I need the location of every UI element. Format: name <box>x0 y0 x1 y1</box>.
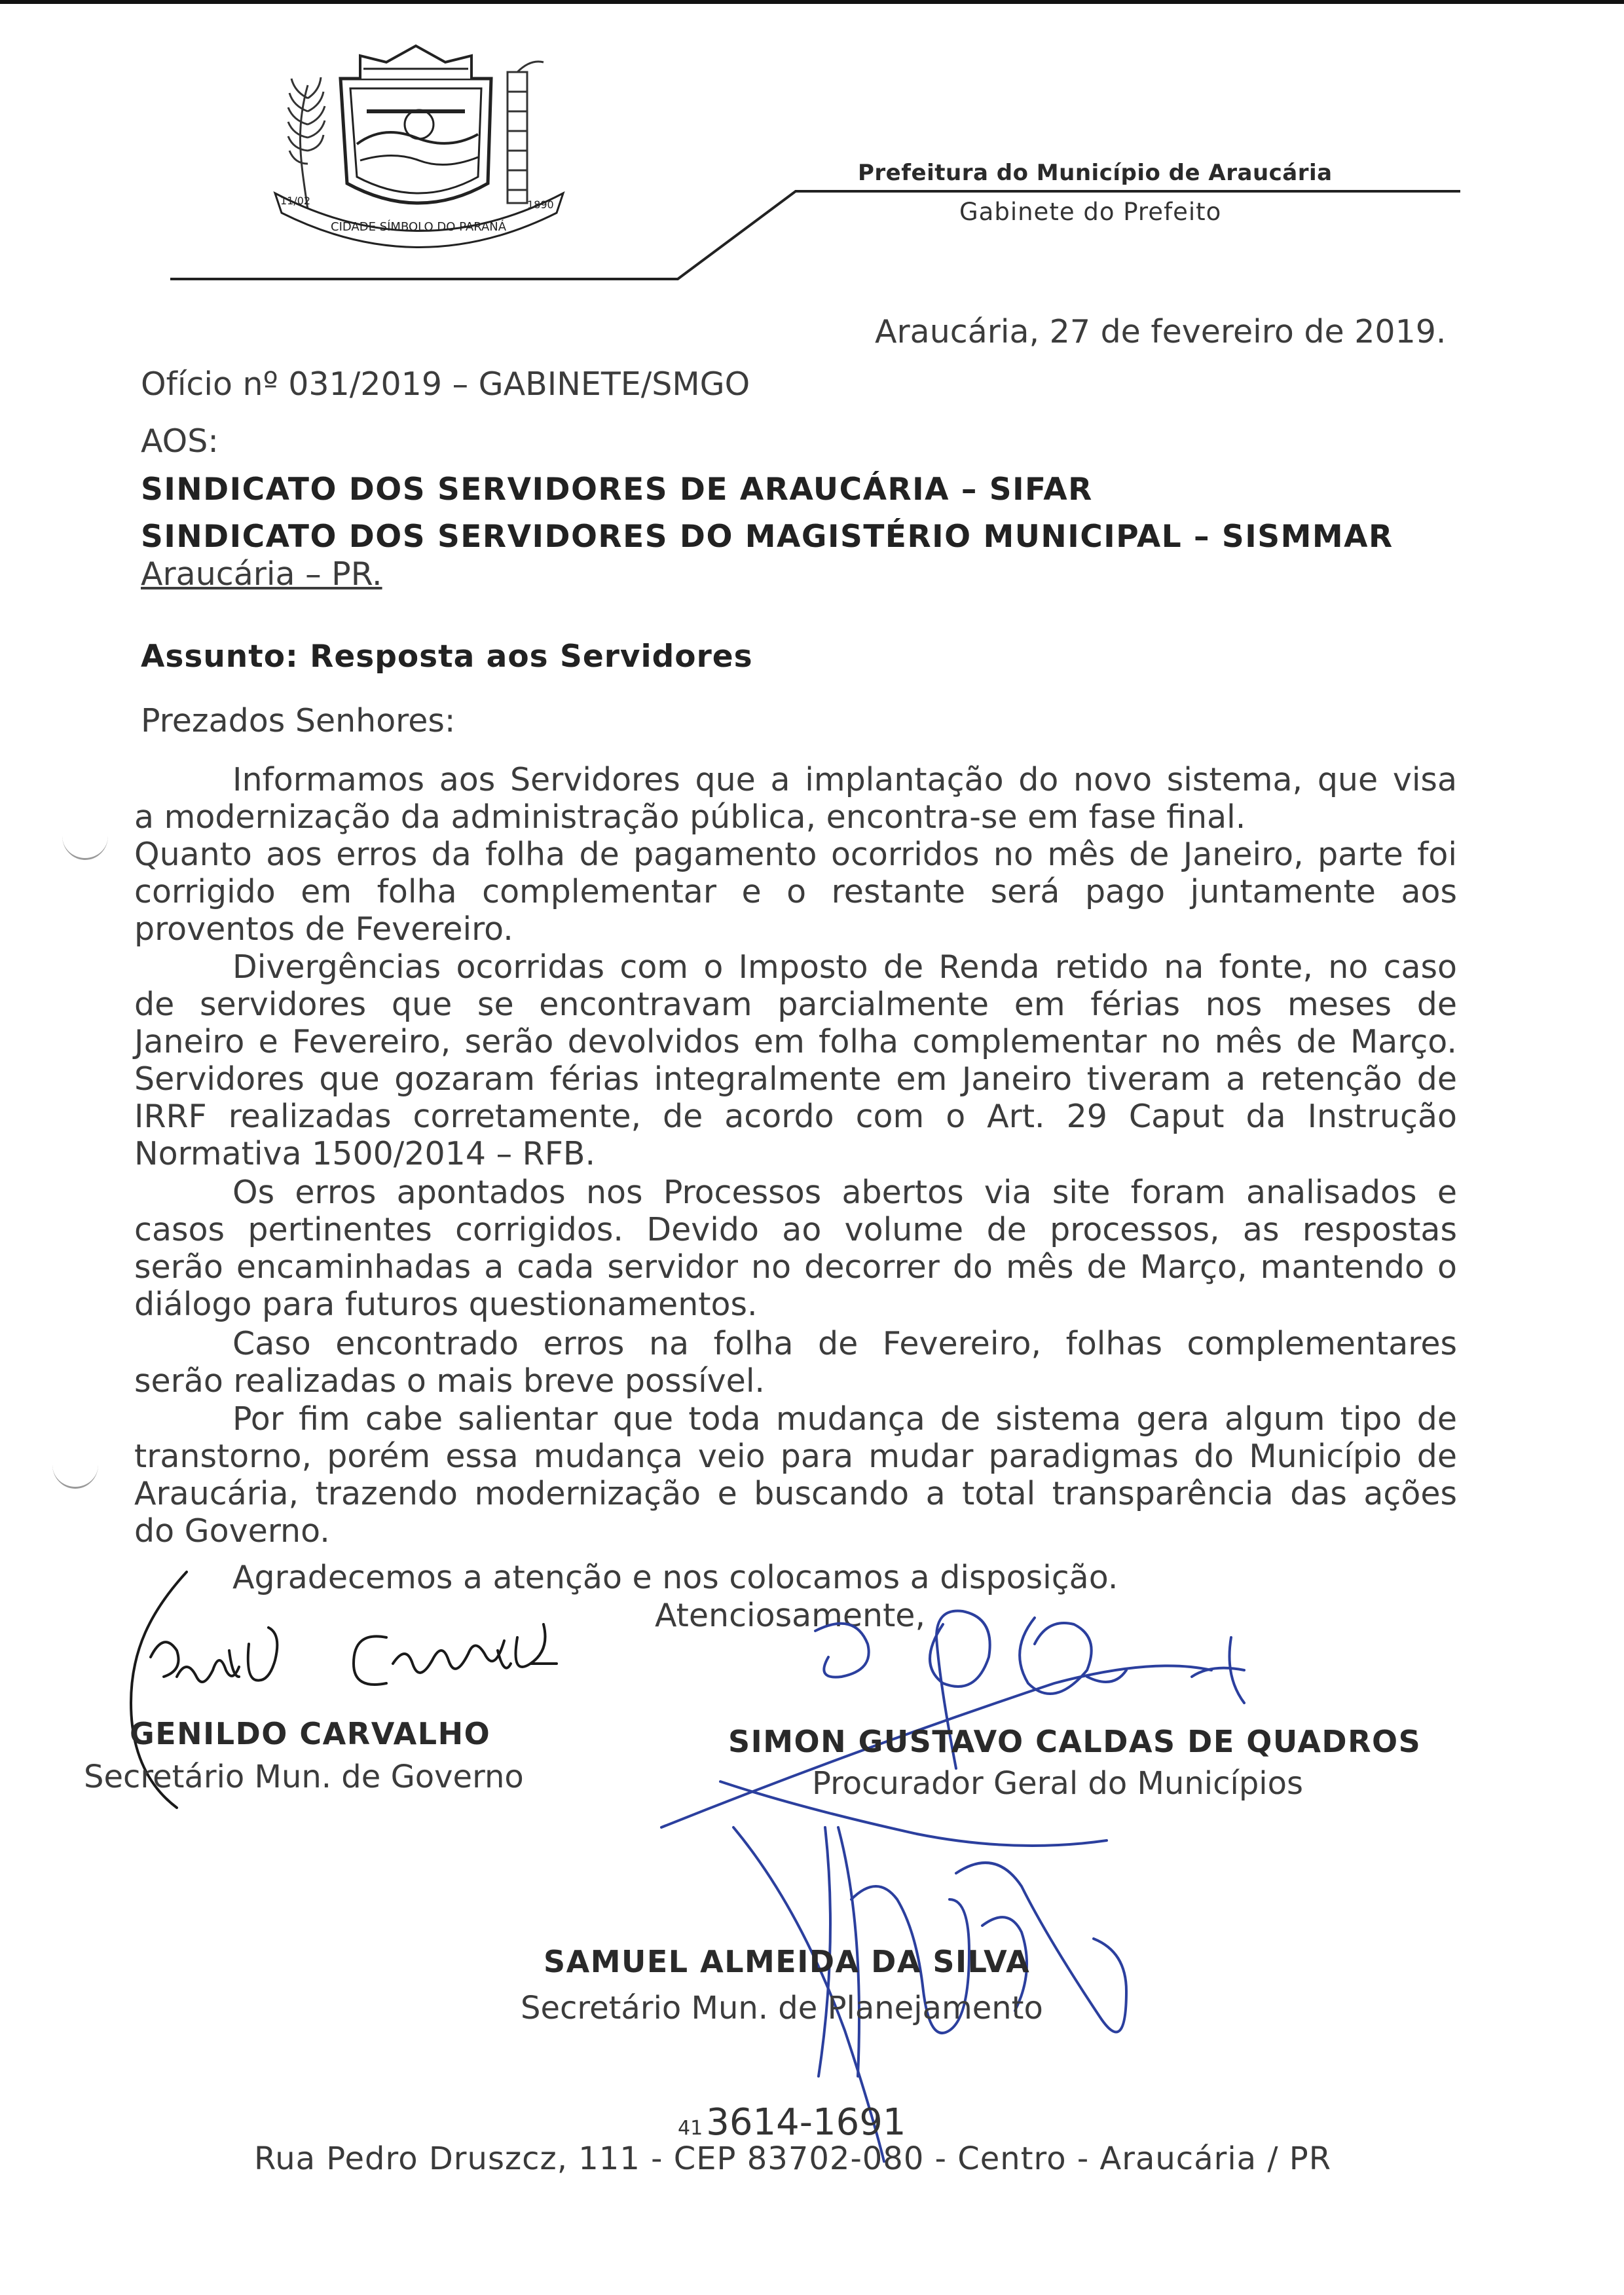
paragraph-line: serão realizadas o mais breve possível. <box>134 1362 766 1400</box>
paragraph-line: transtorno, porém essa mudança veio para mudar paradigmas do Município de <box>134 1438 1457 1475</box>
municipal-coat-of-arms-icon <box>262 33 576 249</box>
letter-greeting: Prezados Senhores: <box>141 702 456 739</box>
paragraph-line: Por fim cabe salientar que toda mudança de sistema gera algum tipo de <box>232 1400 1457 1438</box>
paragraph-line: Araucária, trazendo modernização e buscando a total transparência das ações <box>134 1475 1457 1512</box>
signatory-3-name: SAMUEL ALMEIDA DA SILVA <box>544 1944 1031 1979</box>
paragraph-1 <box>134 761 1457 836</box>
header-rule <box>0 0 1624 301</box>
paragraph-line: Caso encontrado erros na folha de Fevereiro, folhas complementares <box>232 1325 1457 1362</box>
paragraph-line: Divergências ocorridas com o Imposto de Renda retido na fonte, no caso <box>232 948 1457 986</box>
paragraph-6 <box>134 1400 1457 1550</box>
signatory-1-name: GENILDO CARVALHO <box>130 1716 491 1751</box>
paragraph-line: corrigido em folha complementar e o restante será pago juntamente aos <box>134 873 1457 910</box>
organization-name: Prefeitura do Município de Araucária <box>858 160 1333 186</box>
paragraph-line: Servidores que gozaram férias integralmente em Janeiro tiveram a retenção de <box>134 1060 1457 1098</box>
paragraph-7: Agradecemos a atenção e nos colocamos a disposição. <box>232 1559 1118 1596</box>
paragraph-line: Informamos aos Servidores que a implantação do novo sistema, que visa <box>232 761 1457 798</box>
paragraph-line: Os erros apontados nos Processos abertos via site foram analisados e <box>232 1174 1457 1211</box>
footer-phone <box>678 2101 906 2144</box>
paragraph-line: Janeiro e Fevereiro, serão devolvidos em folha complementar no mês de Março. <box>134 1023 1457 1060</box>
phone-area-code: 41 <box>678 2117 703 2140</box>
paragraph-line: serão encaminhadas a cada servidor no decorrer do mês de Março, mantendo o <box>134 1248 1457 1286</box>
recipient-1: SINDICATO DOS SERVIDORES DE ARAUCÁRIA – SIFAR <box>141 472 1093 508</box>
letter-date: Araucária, 27 de fevereiro de 2019. <box>875 313 1447 350</box>
paragraph-line: Normativa 1500/2014 – RFB. <box>134 1135 596 1172</box>
paragraph-5 <box>134 1325 1457 1400</box>
letter-subject: Assunto: Resposta aos Servidores <box>141 639 753 675</box>
phone-number: 3614-1691 <box>706 2101 906 2144</box>
signatory-3-role: Secretário Mun. de Planejamento <box>521 1990 1043 2026</box>
letter-reference: Ofício nº 031/2019 – GABINETE/SMGO <box>141 365 750 403</box>
signatory-2-role: Procurador Geral do Municípios <box>812 1765 1303 1802</box>
letter-closing: Atenciosamente, <box>655 1597 926 1634</box>
recipient-city: Araucária – PR. <box>141 555 382 593</box>
crest-right-year: 1890 <box>527 198 554 211</box>
paragraph-line: proventos de Fevereiro. <box>134 910 513 948</box>
organization-department: Gabinete do Prefeito <box>959 198 1222 226</box>
paragraph-line: diálogo para futuros questionamentos. <box>134 1286 758 1323</box>
crest-left-date: 11/02 <box>280 195 311 207</box>
signatory-1-role: Secretário Mun. de Governo <box>84 1759 524 1795</box>
punch-hole <box>62 812 108 860</box>
paragraph-line: a modernização da administração pública, encontra-se em fase final. <box>134 798 1246 836</box>
recipients-label: AOS: <box>141 422 219 460</box>
paragraph-3 <box>134 948 1457 1172</box>
paragraph-line: de servidores que se encontravam parcialmente em férias nos meses de <box>134 986 1457 1023</box>
footer-address: Rua Pedro Druszcz, 111 - CEP 83702-080 - Centro - Araucária / PR <box>254 2140 1332 2177</box>
paragraph-line: do Governo. <box>134 1512 330 1550</box>
paragraph-2 <box>134 836 1457 948</box>
paragraph-line: IRRF realizadas corretamente, de acordo com o Art. 29 Caput da Instrução <box>134 1098 1457 1135</box>
paragraph-4 <box>134 1174 1457 1323</box>
paragraph-line: Quanto aos erros da folha de pagamento ocorridos no mês de Janeiro, parte foi <box>134 836 1457 873</box>
crest-motto: CIDADE SÍMBOLO DO PARANÁ <box>331 220 507 234</box>
recipient-2: SINDICATO DOS SERVIDORES DO MAGISTÉRIO MUNICIPAL – SISMMAR <box>141 519 1393 555</box>
paragraph-line: casos pertinentes corrigidos. Devido ao volume de processos, as respostas <box>134 1211 1457 1248</box>
punch-hole <box>52 1441 98 1489</box>
signatory-2-name: SIMON GUSTAVO CALDAS DE QUADROS <box>728 1724 1422 1759</box>
